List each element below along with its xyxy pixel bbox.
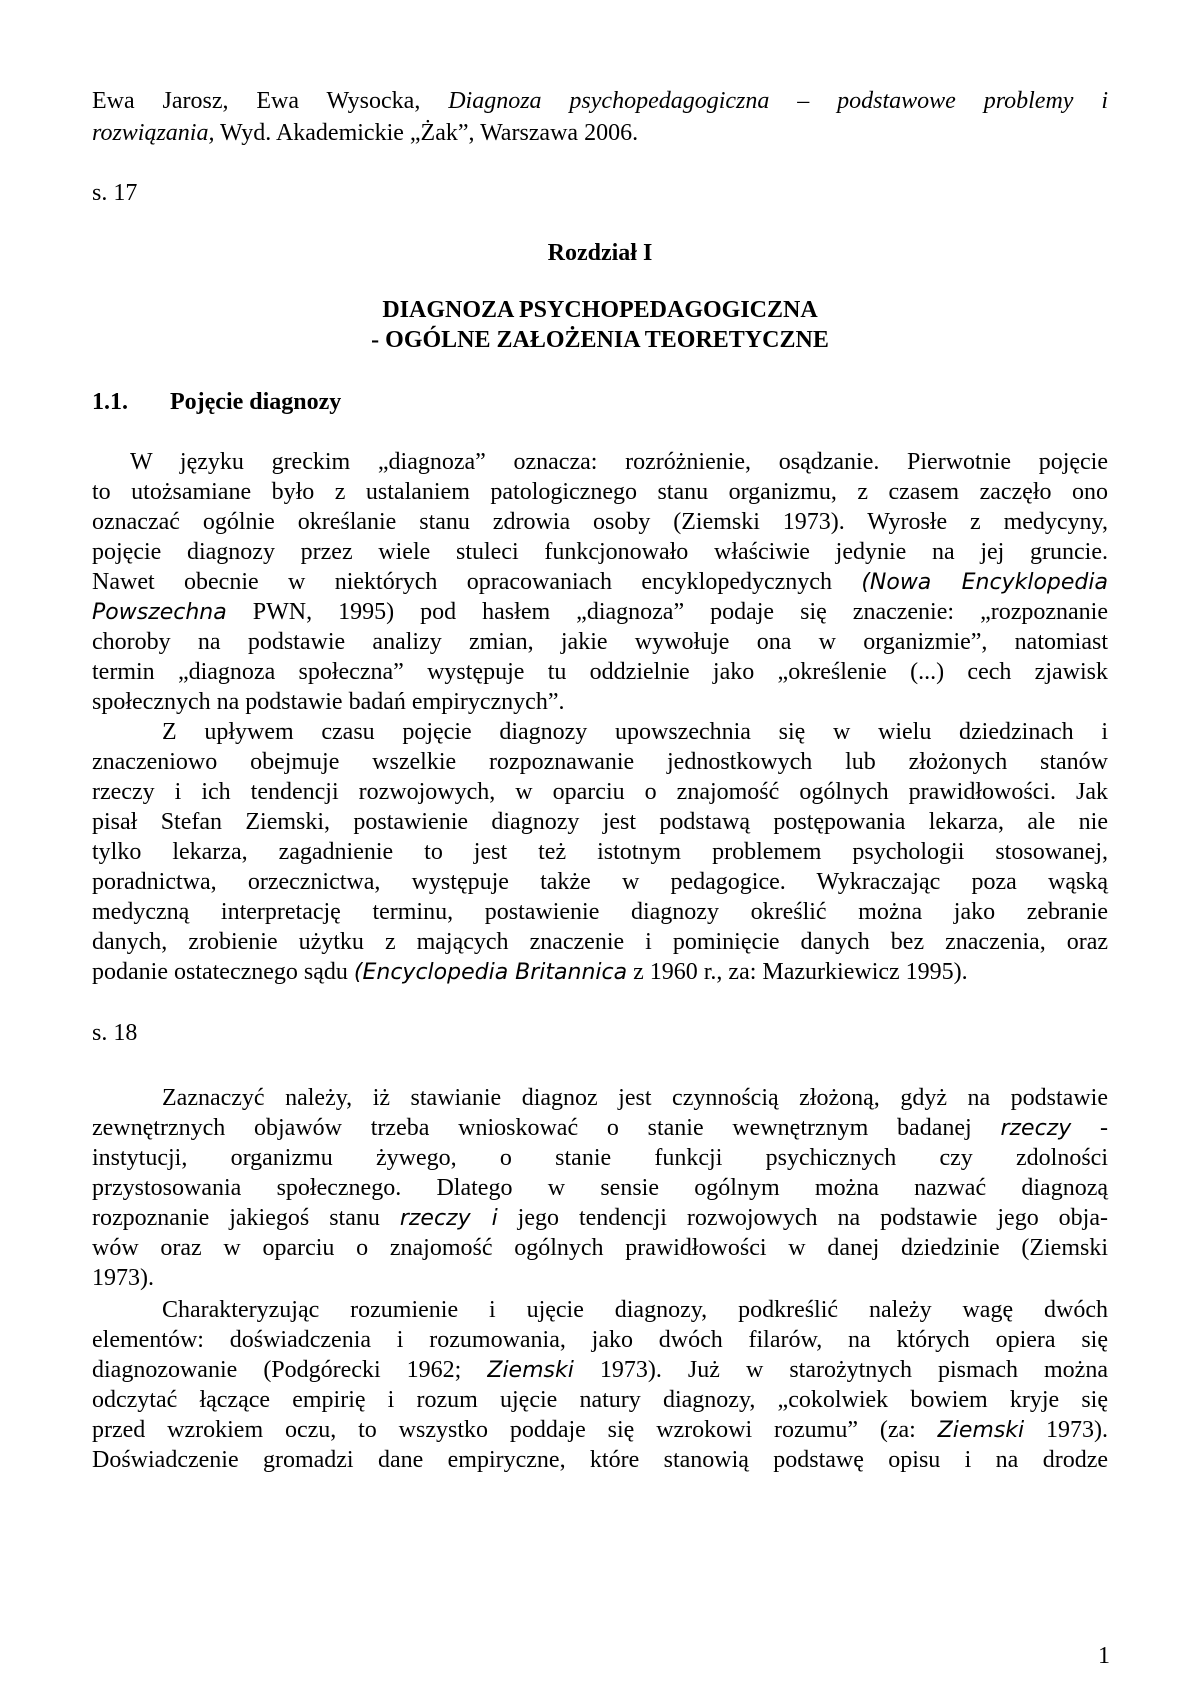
p3-line-5	[92, 1205, 1108, 1232]
p4-line-3-tail: 1973). Już w starożytnych pismach można	[573, 1357, 1108, 1383]
p2-line-9-tail: z 1960 r., za: Mazurkiewicz 1995).	[627, 959, 968, 985]
citation-publisher: Wyd. Akademickie „Żak”, Warszawa 2006.	[214, 120, 639, 146]
citation-authors: Ewa Jarosz, Ewa Wysocka,	[92, 88, 449, 114]
p2-line-9-text: podanie ostatecznego sądu	[92, 959, 354, 985]
p3-line-4: przystosowania społecznego. Dlatego w sensie ogólnym można nazwać diagnozą	[92, 1175, 1108, 1201]
p3-line-5-italic: rzeczy i	[399, 1206, 498, 1231]
chapter-title-2: - OGÓLNE ZAŁOŻENIA TEORETYCZNE	[371, 327, 829, 353]
p1-line-5	[92, 569, 1108, 596]
section-number: 1.1.	[92, 389, 128, 415]
p4-line-2: elementów: doświadczenia i rozumowania, jako dwóch filarów, na których opiera się	[92, 1327, 1108, 1353]
citation-line-2	[92, 120, 638, 147]
p3-line-6: wów oraz w oparciu o znajomość ogólnych prawidłowości w danej dziedzinie (Ziemski	[92, 1235, 1108, 1261]
p2-line-2: znaczeniowo obejmuje wszelkie rozpoznawanie jednostkowych lub złożonych stanów	[92, 749, 1108, 775]
p3-line-2-tail: -	[1071, 1115, 1108, 1141]
p3-line-5-text: rozpoznanie jakiegoś stanu	[92, 1205, 400, 1231]
p2-line-8: danych, zrobienie użytku z mających znaczenie i pominięcie danych bez znaczenia, oraz	[92, 929, 1108, 955]
p1-line-5-italic: (Nowa Encyklopedia	[861, 570, 1108, 595]
p2-line-9-italic: (Encyclopedia Britannica	[353, 960, 628, 985]
p4-line-5-text: przed wzrokiem oczu, to wszystko poddaje się wzrokowi rozumu” (za:	[92, 1417, 938, 1443]
p1-line-4: pojęcie diagnozy przez wiele stuleci funkcjonowało właściwie jedynie na jej gruncie.	[92, 539, 1108, 565]
p4-line-3-text: diagnozowanie (Podgórecki 1962;	[92, 1357, 488, 1383]
citation-line-1	[92, 88, 1108, 115]
p3-line-7: 1973).	[92, 1265, 154, 1291]
p3-line-1: Zaznaczyć należy, iż stawianie diagnoz jest czynnością złożoną, gdyż na podstawie	[162, 1085, 1108, 1111]
p2-line-6: poradnictwa, orzecznictwa, występuje także w pedagogice. Wykraczając poza wąską	[92, 869, 1108, 895]
p4-line-4: odczytać łączące empirię i rozum ujęcie natury diagnozy, „cokolwiek bowiem kryje się	[92, 1387, 1108, 1413]
p1-line-2: to utożsamiane było z ustalaniem patologicznego stanu organizmu, z czasem zaczęło ono	[92, 479, 1108, 505]
p2-line-4: pisał Stefan Ziemski, postawienie diagnozy jest podstawą postępowania lekarza, ale nie	[92, 809, 1108, 835]
page-ref-17: s. 17	[92, 180, 138, 206]
p2-line-5: tylko lekarza, zagadnienie to jest też istotnym problemem psychologii stosowanej,	[92, 839, 1108, 865]
p1-line-8: termin „diagnoza społeczna” występuje tu oddzielnie jako „określenie (...) cech zjawisk	[92, 659, 1108, 685]
p4-line-5-tail: 1973).	[1024, 1417, 1108, 1443]
p1-line-1: W języku greckim „diagnoza” oznacza: rozróżnienie, osądzanie. Pierwotnie pojęcie	[130, 449, 1108, 475]
p1-line-6-italic: Powszechna	[92, 600, 227, 625]
p1-line-3: oznaczać ogólnie określanie stanu zdrowia osoby (Ziemski 1973). Wyrosłe z medycyny,	[92, 509, 1108, 535]
page-ref-18: s. 18	[92, 1020, 138, 1046]
citation-title-cont: rozwiązania,	[92, 120, 215, 146]
p1-line-7: choroby na podstawie analizy zmian, jakie wywołuje ona w organizmie”, natomiast	[92, 629, 1108, 655]
p2-line-7: medyczną interpretację terminu, postawienie diagnozy określić można jako zebranie	[92, 899, 1108, 925]
section-title: Pojęcie diagnozy	[170, 389, 342, 415]
p3-line-5-tail: jego tendencji rozwojowych na podstawie jego obja-	[497, 1205, 1108, 1231]
p3-line-2	[92, 1115, 1108, 1142]
p2-line-3: rzeczy i ich tendencji rozwojowych, w oparciu o znajomość ogólnych prawidłowości. Jak	[92, 779, 1108, 805]
p4-line-1: Charakteryzując rozumienie i ujęcie diagnozy, podkreślić należy wagę dwóch	[162, 1297, 1108, 1323]
p4-line-6: Doświadczenie gromadzi dane empiryczne, które stanowią podstawę opisu i na drodze	[92, 1447, 1108, 1473]
p1-line-6	[92, 599, 1108, 626]
p2-line-9	[92, 959, 968, 986]
p1-line-9: społecznych na podstawie badań empirycznych”.	[92, 689, 565, 715]
p2-line-1: Z upływem czasu pojęcie diagnozy upowszechnia się w wielu dziedzinach i	[162, 719, 1108, 745]
page-number: 1	[1098, 1643, 1110, 1669]
p4-line-5-italic: Ziemski	[937, 1418, 1025, 1443]
p3-line-3: instytucji, organizmu żywego, o stanie funkcji psychicznych czy zdolności	[92, 1145, 1108, 1171]
p4-line-3	[92, 1357, 1108, 1384]
p1-line-6-text: PWN, 1995) pod hasłem „diagnoza” podaje się znaczenie: „rozpoznanie	[226, 599, 1108, 625]
p3-line-2-text: zewnętrznych objawów trzeba wnioskować o stanie wewnętrznym badanej	[92, 1115, 1001, 1141]
p4-line-3-italic: Ziemski	[487, 1358, 574, 1383]
chapter-label: Rozdział I	[547, 240, 653, 266]
citation-title: Diagnoza psychopedagogiczna – podstawowe problemy i	[448, 88, 1108, 114]
chapter-title-1: DIAGNOZA PSYCHOPEDAGOGICZNA	[382, 297, 818, 323]
p1-line-5-text: Nawet obecnie w niektórych opracowaniach encyklopedycznych	[92, 569, 862, 595]
p4-line-5	[92, 1417, 1108, 1444]
p3-line-2-italic: rzeczy	[1000, 1116, 1072, 1141]
